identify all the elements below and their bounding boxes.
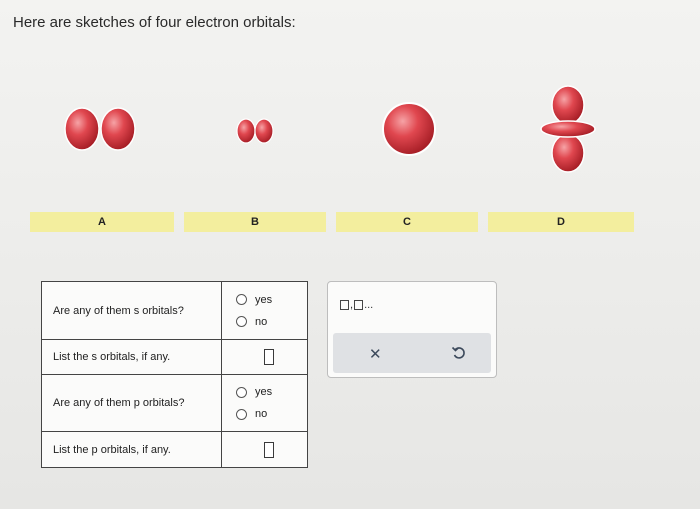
box-icon	[354, 300, 363, 310]
radio-icon[interactable]	[236, 294, 247, 305]
question-row-s-any	[42, 282, 308, 340]
radio-s-yes[interactable]	[222, 289, 307, 311]
question-p-any: Are any of them p orbitals?	[42, 375, 222, 432]
question-prompt: Here are sketches of four electron orbitals:	[13, 14, 296, 31]
orbital-c-image	[380, 100, 438, 158]
close-icon[interactable]: ✕	[369, 346, 382, 363]
orbital-a-label: A	[30, 212, 174, 232]
radio-p-no[interactable]	[222, 403, 307, 425]
question-p-list: List the p orbitals, if any.	[42, 432, 222, 468]
radio-s-yes-label: yes	[255, 293, 273, 306]
ellipsis-text: ...	[364, 299, 374, 311]
question-row-p-list	[42, 432, 308, 468]
question-table	[41, 281, 308, 468]
radio-s-no-label: no	[255, 315, 268, 328]
question-row-s-list	[42, 340, 308, 375]
orbital-b-image	[234, 116, 276, 146]
undo-icon[interactable]	[451, 345, 467, 365]
radio-icon[interactable]	[236, 387, 247, 398]
box-icon	[340, 300, 349, 310]
radio-p-yes-label: yes	[255, 386, 273, 398]
list-insert-button[interactable]: , ...	[340, 299, 373, 311]
radio-p-yes[interactable]	[222, 381, 307, 403]
answer-tool-panel	[327, 281, 497, 378]
s-orbitals-input[interactable]	[264, 349, 274, 365]
orbital-b-label: B	[184, 212, 326, 232]
question-row-p-any	[42, 375, 308, 432]
orbital-d-label: D	[488, 212, 634, 232]
radio-icon[interactable]	[236, 316, 247, 327]
radio-icon[interactable]	[236, 409, 247, 420]
orbital-d-image	[538, 83, 598, 175]
p-orbitals-input[interactable]	[264, 442, 274, 458]
tool-bar	[333, 333, 491, 373]
orbital-c-label: C	[336, 212, 478, 232]
question-s-any: Are any of them s orbitals?	[42, 282, 222, 340]
question-s-list: List the s orbitals, if any.	[42, 340, 222, 375]
orbital-a-image	[60, 104, 140, 154]
radio-p-no-label: no	[255, 408, 268, 420]
radio-s-no[interactable]	[222, 311, 307, 333]
